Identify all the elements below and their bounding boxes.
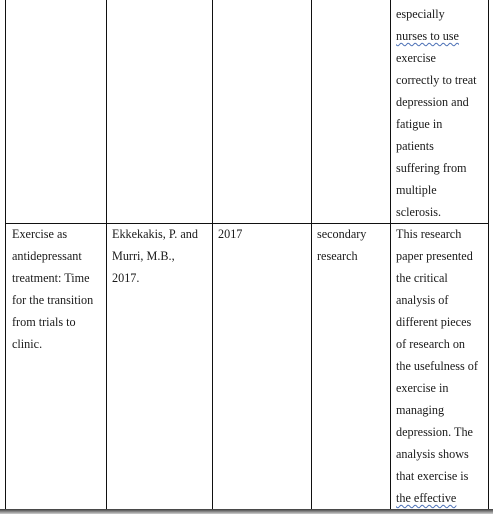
text-line: different pieces (396, 315, 472, 329)
text-line: depression. The (396, 425, 473, 439)
text-line: for the transition (12, 293, 94, 307)
text-line: Ekkekakis, P. and (112, 227, 198, 241)
authors-cell (112, 223, 198, 289)
text-line (396, 25, 477, 47)
page-bottom-edge (0, 509, 493, 514)
text-line: This research (396, 227, 462, 241)
text-line: the usefulness of (396, 359, 478, 373)
text-line: from trials to (12, 315, 76, 329)
table-border-right (488, 0, 489, 512)
text-line: depression and (396, 95, 469, 109)
text-line: clinic. (12, 337, 43, 351)
text-line: the critical (396, 271, 448, 285)
text-line: analysis of (396, 293, 449, 307)
text-line: sclerosis. (396, 205, 442, 219)
text-line: Murri, M.B., (112, 249, 175, 263)
text-line: especially (396, 7, 445, 21)
summary-cell (396, 223, 478, 509)
text-line: patients (396, 139, 434, 153)
text-line: Exercise as (12, 227, 68, 241)
text-line: 2017 (218, 227, 243, 241)
text-line: research (317, 249, 358, 263)
text-line: paper presented (396, 249, 473, 263)
type-cell (317, 223, 366, 267)
column-divider-4 (390, 0, 391, 512)
column-divider-1 (106, 0, 107, 512)
text-line: managing (396, 403, 445, 417)
text-line: antidepressant (12, 249, 82, 263)
text-line: analysis shows (396, 447, 469, 461)
text-line: treatment: Time (12, 271, 90, 285)
text-line (396, 487, 478, 509)
top-row-summary-cell (396, 3, 477, 223)
text-line: that exercise is (396, 469, 469, 483)
text-line: correctly to treat (396, 73, 477, 87)
year-cell (218, 223, 242, 245)
column-divider-3 (311, 0, 312, 512)
text-line: 2017. (112, 271, 140, 285)
spellcheck-marked-text: the effective (396, 491, 457, 505)
text-line: multiple (396, 183, 437, 197)
text-line: suffering from (396, 161, 467, 175)
title-cell (12, 223, 93, 355)
text-line: fatigue in (396, 117, 443, 131)
text-line: exercise in (396, 381, 449, 395)
text-line: of research on (396, 337, 466, 351)
spellcheck-marked-text: nurses to use (396, 29, 459, 43)
text-line: exercise (396, 51, 436, 65)
text-line: secondary (317, 227, 367, 241)
column-divider-2 (212, 0, 213, 512)
table-border-left (5, 0, 6, 512)
